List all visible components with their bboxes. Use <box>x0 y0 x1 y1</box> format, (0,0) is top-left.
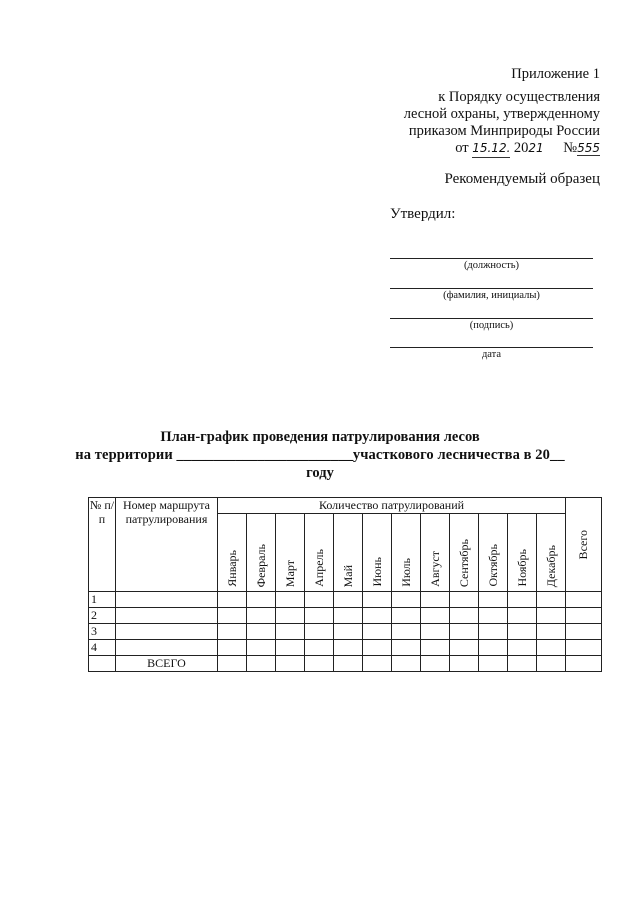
count-cell[interactable] <box>508 608 537 624</box>
appendix-number: Приложение 1 <box>511 66 600 82</box>
appendix-line-2: лесной охраны, утвержденному <box>403 106 600 122</box>
count-cell[interactable] <box>218 608 247 624</box>
count-cell[interactable] <box>450 640 479 656</box>
month-header: Ноябрь <box>508 514 537 592</box>
count-cell[interactable] <box>305 640 334 656</box>
date-year-prefix: 20 <box>513 140 529 156</box>
count-cell[interactable] <box>276 592 305 608</box>
sample-label: Рекомендуемый образец <box>444 171 600 187</box>
count-cell[interactable] <box>450 592 479 608</box>
total-cell[interactable] <box>566 640 602 656</box>
count-cell[interactable] <box>218 640 247 656</box>
header-num: № п/п <box>89 498 116 592</box>
route-cell[interactable] <box>116 640 218 656</box>
count-cell[interactable] <box>305 608 334 624</box>
count-cell[interactable] <box>334 640 363 656</box>
count-cell[interactable] <box>305 592 334 608</box>
count-cell[interactable] <box>508 640 537 656</box>
count-cell[interactable] <box>392 608 421 624</box>
plan-title-line-1: План-график проведения патрулирования лесов <box>160 429 480 445</box>
count-cell[interactable] <box>363 592 392 608</box>
count-cell[interactable] <box>479 592 508 608</box>
plan-title-line-2: на территории ________________________участкового лесничества в 20__ <box>75 447 565 463</box>
month-header: Январь <box>218 514 247 592</box>
count-cell[interactable] <box>392 624 421 640</box>
position-line <box>390 258 593 259</box>
count-cell[interactable] <box>334 592 363 608</box>
count-cell[interactable] <box>218 592 247 608</box>
row-number: 1 <box>89 592 116 608</box>
total-cell[interactable] <box>566 624 602 640</box>
signature-caption: (подпись) <box>469 320 514 331</box>
table-row <box>89 640 602 656</box>
count-cell[interactable] <box>508 592 537 608</box>
month-header: Апрель <box>305 514 334 592</box>
name-line <box>390 288 593 289</box>
header-route: Номер маршрута патрулирования <box>116 498 218 592</box>
row-number: 4 <box>89 640 116 656</box>
route-cell[interactable] <box>116 608 218 624</box>
total-row <box>89 656 602 672</box>
plan-title-line-3: году <box>306 465 334 481</box>
count-cell[interactable] <box>363 640 392 656</box>
order-date-line <box>404 140 600 158</box>
count-cell[interactable] <box>247 624 276 640</box>
count-cell[interactable] <box>537 640 566 656</box>
patrol-schedule-table <box>88 497 602 672</box>
month-header: Февраль <box>247 514 276 592</box>
number-label: № <box>563 140 578 156</box>
total-cell[interactable] <box>566 592 602 608</box>
appendix-header <box>404 66 600 158</box>
date-prefix: от <box>455 140 469 156</box>
table-row <box>89 608 602 624</box>
approve-label: Утвердил: <box>390 206 456 222</box>
count-cell[interactable] <box>537 608 566 624</box>
month-header: Декабрь <box>537 514 566 592</box>
count-cell[interactable] <box>450 624 479 640</box>
count-cell[interactable] <box>392 640 421 656</box>
month-header: Май <box>334 514 363 592</box>
name-caption: (фамилия, инициалы) <box>443 290 540 301</box>
count-cell[interactable] <box>276 640 305 656</box>
order-number: 555 <box>577 141 600 155</box>
header-patrol-count: Количество патрулирований <box>218 498 566 514</box>
route-cell[interactable] <box>116 592 218 608</box>
count-cell[interactable] <box>218 624 247 640</box>
count-cell[interactable] <box>363 624 392 640</box>
date-line <box>390 347 593 348</box>
total-label: ВСЕГО <box>116 656 218 672</box>
month-header: Октябрь <box>479 514 508 592</box>
row-number: 3 <box>89 624 116 640</box>
month-header: Июль <box>392 514 421 592</box>
route-cell[interactable] <box>116 624 218 640</box>
date-caption: дата <box>481 349 502 360</box>
table-row <box>89 592 602 608</box>
count-cell[interactable] <box>363 608 392 624</box>
row-number: 2 <box>89 608 116 624</box>
count-cell[interactable] <box>421 608 450 624</box>
count-cell[interactable] <box>247 592 276 608</box>
count-cell[interactable] <box>421 592 450 608</box>
count-cell[interactable] <box>247 640 276 656</box>
count-cell[interactable] <box>479 624 508 640</box>
appendix-line-3: приказом Минприроды России <box>408 123 600 139</box>
count-cell[interactable] <box>276 624 305 640</box>
position-caption: (должность) <box>463 260 520 271</box>
appendix-line-1: к Порядку осуществления <box>438 89 600 105</box>
date-year-suffix: 21 <box>528 141 544 155</box>
count-cell[interactable] <box>305 624 334 640</box>
date-day-month: 15.12. <box>472 140 510 158</box>
count-cell[interactable] <box>392 592 421 608</box>
count-cell[interactable] <box>479 608 508 624</box>
count-cell[interactable] <box>334 624 363 640</box>
total-cell[interactable] <box>566 608 602 624</box>
count-cell[interactable] <box>421 624 450 640</box>
month-header: Июнь <box>363 514 392 592</box>
month-header: Март <box>276 514 305 592</box>
header-total: Всего <box>566 498 602 592</box>
count-cell[interactable] <box>247 608 276 624</box>
table-row <box>89 624 602 640</box>
count-cell[interactable] <box>334 608 363 624</box>
month-header: Сентябрь <box>450 514 479 592</box>
count-cell[interactable] <box>537 624 566 640</box>
count-cell[interactable] <box>450 608 479 624</box>
count-cell[interactable] <box>479 640 508 656</box>
count-cell[interactable] <box>276 608 305 624</box>
month-header: Август <box>421 514 450 592</box>
count-cell[interactable] <box>537 592 566 608</box>
count-cell[interactable] <box>508 624 537 640</box>
count-cell[interactable] <box>421 640 450 656</box>
signature-line <box>390 318 593 319</box>
